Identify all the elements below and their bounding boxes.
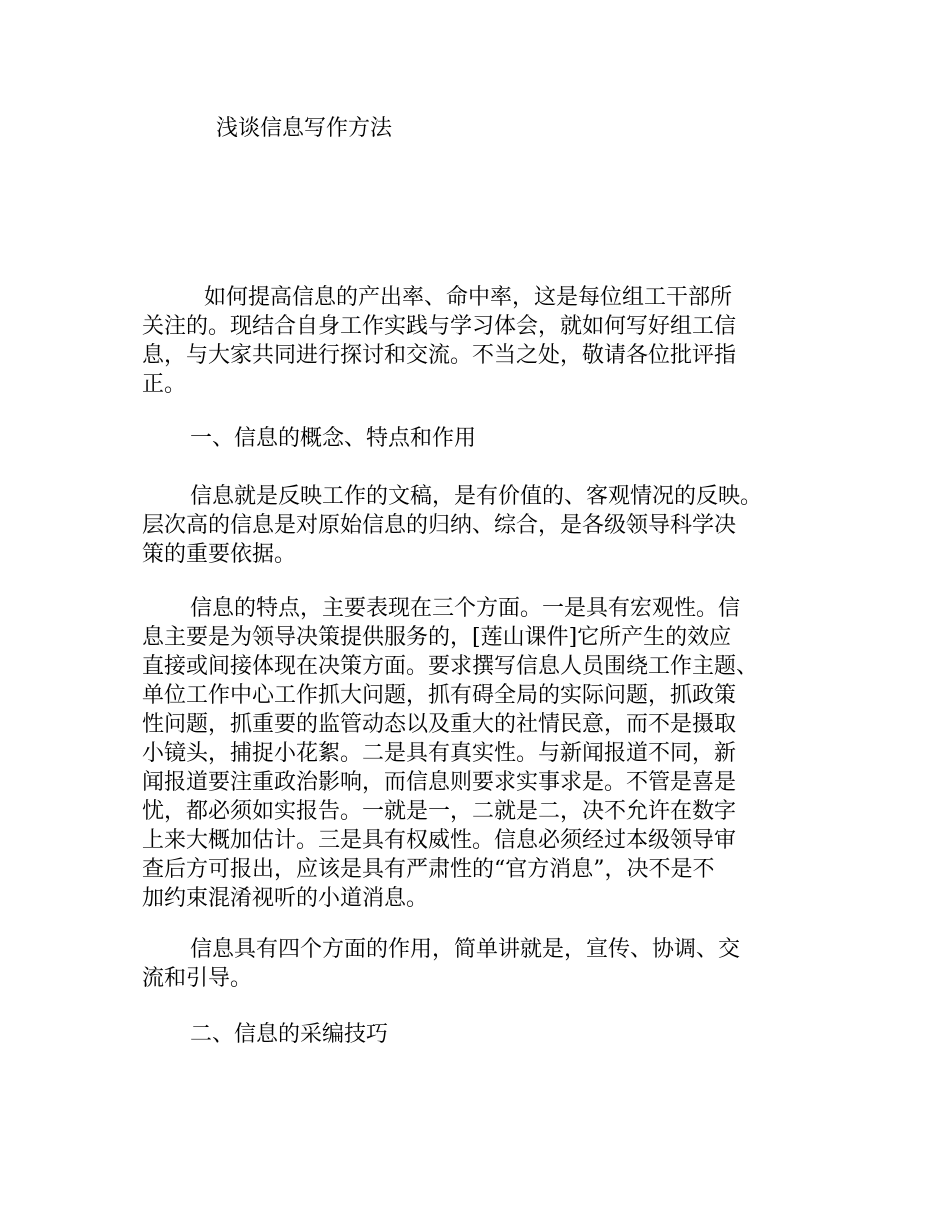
paragraph-line: 策的重要依据。	[142, 542, 297, 567]
section-heading-2	[142, 1020, 388, 1049]
paragraph-line: 直接或间接体现在决策方面。要求撰写信息人员围绕工作主题、	[142, 654, 759, 679]
paragraph-line: 息主要是为领导决策提供服务的，[莲山课件]它所产生的效应	[142, 625, 732, 650]
paragraph-line: 闻报道要注重政治影响，而信息则要求实事求是。不管是喜是	[142, 770, 737, 795]
section-heading-1	[142, 424, 476, 453]
paragraph-line: 如何提高信息的产出率、命中率，这是每位组工干部所	[204, 285, 733, 310]
paragraph-line: 忧，都必须如实报告。一就是一，二就是二，决不允许在数字	[142, 799, 737, 824]
paragraph-line: 信息的特点，主要表现在三个方面。一是具有宏观性。信	[190, 596, 741, 621]
paragraph-line: 单位工作中心工作抓大问题，抓有碍全局的实际问题，抓政策	[142, 683, 737, 708]
heading-line: 一、信息的概念、特点和作用	[190, 426, 477, 451]
heading-line: 二、信息的采编技巧	[190, 1022, 389, 1047]
paragraph-line: 小镜头，捕捉小花絮。二是具有真实性。与新闻报道不同，新	[142, 741, 737, 766]
paragraph-line: 查后方可报出，应该是具有严肃性的“官方消息”，决不是不	[142, 857, 715, 882]
paragraph-line: 加约束混淆视听的小道消息。	[142, 886, 429, 911]
paragraph-line: 关注的。现结合自身工作实践与学习体会，就如何写好组工信	[142, 314, 737, 339]
paragraph-line: 上来大概加估计。三是具有权威性。信息必须经过本级领导审	[142, 828, 737, 853]
paragraph-line: 信息就是反映工作的文稿，是有价值的、客观情况的反映。	[190, 484, 763, 509]
paragraph-line: 性问题，抓重要的监管动态以及重大的社情民意，而不是摄取	[142, 712, 737, 737]
paragraph-line: 正。	[142, 372, 187, 397]
paragraph-line: 信息具有四个方面的作用，简单讲就是，宣传、协调、交	[190, 937, 741, 962]
paragraph-line: 层次高的信息是对原始信息的归纳、综合，是各级领导科学决	[142, 513, 737, 538]
paragraph-line: 流和引导。	[142, 966, 253, 991]
paragraph-characteristics	[142, 594, 758, 913]
paragraph-definition	[142, 482, 762, 569]
paragraph-line: 息，与大家共同进行探讨和交流。不当之处，敬请各位批评指	[142, 343, 737, 368]
paragraph-intro	[142, 283, 736, 399]
document-title: 浅谈信息写作方法	[216, 116, 393, 141]
paragraph-functions	[142, 935, 740, 993]
